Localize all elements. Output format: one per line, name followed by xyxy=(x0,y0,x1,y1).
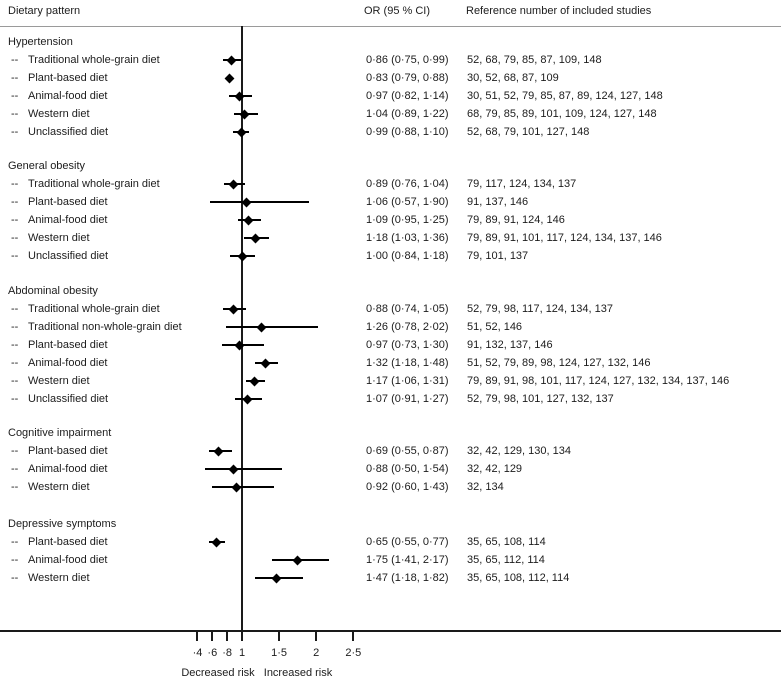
row-label: Unclassified diet xyxy=(28,126,109,138)
row-label: Traditional whole-grain diet xyxy=(28,178,160,190)
or-value: 0·88 (0·50, 1·54) xyxy=(366,463,449,475)
row-dash-prefix: -- xyxy=(11,72,19,84)
or-marker xyxy=(293,555,303,565)
forest-row xyxy=(0,123,781,141)
section-label: Hypertension xyxy=(8,36,73,48)
or-marker xyxy=(228,464,238,474)
refs-value: 30, 51, 52, 79, 85, 87, 89, 124, 127, 148 xyxy=(467,90,663,102)
or-marker xyxy=(237,251,247,261)
row-label: Animal-food diet xyxy=(28,554,108,566)
row-dash-prefix: -- xyxy=(11,126,19,138)
x-axis-tick xyxy=(196,631,198,641)
x-axis-tick xyxy=(352,631,354,641)
refs-value: 52, 79, 98, 117, 124, 134, 137 xyxy=(467,303,613,315)
or-value: 0·86 (0·75, 0·99) xyxy=(366,54,449,66)
or-marker xyxy=(227,55,237,65)
or-marker xyxy=(229,179,239,189)
row-label: Traditional whole-grain diet xyxy=(28,54,160,66)
refs-value: 35, 65, 112, 114 xyxy=(467,554,545,566)
row-label: Unclassified diet xyxy=(28,393,109,405)
or-value: 1·47 (1·18, 1·82) xyxy=(366,572,449,584)
refs-value: 68, 79, 85, 89, 101, 109, 124, 127, 148 xyxy=(467,108,657,120)
row-dash-prefix: -- xyxy=(11,572,19,584)
or-value: 0·99 (0·88, 1·10) xyxy=(366,126,449,138)
forest-row xyxy=(0,569,781,587)
row-dash-prefix: -- xyxy=(11,375,19,387)
forest-row xyxy=(0,51,781,69)
row-dash-prefix: -- xyxy=(11,393,19,405)
refs-value: 79, 101, 137 xyxy=(467,250,529,262)
forest-row xyxy=(0,460,781,478)
or-marker xyxy=(228,304,238,314)
or-value: 1·32 (1·18, 1·48) xyxy=(366,357,449,369)
refs-value: 79, 117, 124, 134, 137 xyxy=(467,178,577,190)
row-dash-prefix: -- xyxy=(11,54,19,66)
row-dash-prefix: -- xyxy=(11,321,19,333)
forest-row xyxy=(0,372,781,390)
forest-row xyxy=(0,336,781,354)
x-axis-tick xyxy=(211,631,213,641)
row-label: Western diet xyxy=(28,572,90,584)
row-dash-prefix: -- xyxy=(11,463,19,475)
or-value: 1·04 (0·89, 1·22) xyxy=(366,108,449,120)
row-label: Western diet xyxy=(28,481,90,493)
refs-value: 79, 89, 91, 101, 117, 124, 134, 137, 146 xyxy=(467,232,662,244)
row-dash-prefix: -- xyxy=(11,250,19,262)
or-value: 0·97 (0·82, 1·14) xyxy=(366,90,449,102)
forest-row xyxy=(0,193,781,211)
forest-row xyxy=(0,229,781,247)
x-axis-tick-label: 1·5 xyxy=(271,647,288,659)
or-value: 1·09 (0·95, 1·25) xyxy=(366,214,449,226)
or-marker xyxy=(224,73,234,83)
or-marker xyxy=(244,215,254,225)
refs-value: 51, 52, 79, 89, 98, 124, 127, 132, 146 xyxy=(467,357,651,369)
forest-row xyxy=(0,247,781,265)
row-label: Western diet xyxy=(28,108,90,120)
row-dash-prefix: -- xyxy=(11,445,19,457)
refs-value: 51, 52, 146 xyxy=(467,321,523,333)
refs-value: 79, 89, 91, 98, 101, 117, 124, 127, 132, 134, 137, 146 xyxy=(467,375,730,387)
section-label: Depressive symptoms xyxy=(8,518,117,530)
refs-value: 79, 89, 91, 124, 146 xyxy=(467,214,565,226)
x-axis-tick xyxy=(315,631,317,641)
row-dash-prefix: -- xyxy=(11,481,19,493)
row-dash-prefix: -- xyxy=(11,303,19,315)
forest-row xyxy=(0,105,781,123)
refs-value: 32, 42, 129, 130, 134 xyxy=(467,445,571,457)
row-label: Animal-food diet xyxy=(28,214,108,226)
x-axis-line xyxy=(0,630,781,632)
row-label: Plant-based diet xyxy=(28,72,108,84)
row-dash-prefix: -- xyxy=(11,196,19,208)
or-value: 1·17 (1·06, 1·31) xyxy=(366,375,449,387)
or-value: 1·18 (1·03, 1·36) xyxy=(366,232,449,244)
section-label: General obesity xyxy=(8,160,86,172)
ci-whisker xyxy=(212,486,274,488)
section-row xyxy=(0,424,781,442)
row-label: Animal-food diet xyxy=(28,463,108,475)
or-marker xyxy=(240,109,250,119)
or-marker xyxy=(261,358,271,368)
row-label: Animal-food diet xyxy=(28,357,108,369)
refs-value: 52, 68, 79, 85, 87, 109, 148 xyxy=(467,54,602,66)
forest-row xyxy=(0,211,781,229)
section-label: Cognitive impairment xyxy=(8,427,112,439)
section-label: Abdominal obesity xyxy=(8,285,98,297)
forest-row xyxy=(0,354,781,372)
or-marker xyxy=(241,197,251,207)
row-dash-prefix: -- xyxy=(11,339,19,351)
or-marker xyxy=(235,91,245,101)
decreased-risk-label: Decreased risk xyxy=(181,667,255,679)
or-value: 1·07 (0·91, 1·27) xyxy=(366,393,449,405)
forest-row xyxy=(0,318,781,336)
forest-row xyxy=(0,551,781,569)
or-marker xyxy=(236,127,246,137)
or-marker xyxy=(214,446,224,456)
row-label: Traditional whole-grain diet xyxy=(28,303,160,315)
row-dash-prefix: -- xyxy=(11,108,19,120)
row-dash-prefix: -- xyxy=(11,554,19,566)
header-separator-line xyxy=(0,26,781,27)
row-dash-prefix: -- xyxy=(11,178,19,190)
ci-whisker xyxy=(210,201,309,203)
forest-row xyxy=(0,442,781,460)
or-value: 1·75 (1·41, 2·17) xyxy=(366,554,449,566)
row-label: Plant-based diet xyxy=(28,536,108,548)
x-axis-tick xyxy=(241,631,243,641)
forest-row xyxy=(0,533,781,551)
refs-value: 30, 52, 68, 87, 109 xyxy=(467,72,559,84)
row-label: Plant-based diet xyxy=(28,339,108,351)
row-dash-prefix: -- xyxy=(11,357,19,369)
row-label: Western diet xyxy=(28,232,90,244)
or-value: 0·65 (0·55, 0·77) xyxy=(366,536,449,548)
row-label: Plant-based diet xyxy=(28,445,108,457)
forest-row xyxy=(0,175,781,193)
or-value: 0·88 (0·74, 1·05) xyxy=(366,303,449,315)
x-axis-tick-label: 1 xyxy=(238,647,246,659)
or-value: 0·83 (0·79, 0·88) xyxy=(366,72,449,84)
row-dash-prefix: -- xyxy=(11,90,19,102)
x-axis-tick-label: 2 xyxy=(313,647,320,659)
forest-row xyxy=(0,390,781,408)
refs-value: 32, 42, 129 xyxy=(467,463,523,475)
row-label: Animal-food diet xyxy=(28,90,108,102)
x-axis-tick xyxy=(278,631,280,641)
or-marker xyxy=(272,573,282,583)
or-marker xyxy=(211,537,221,547)
column-header-or-ci: OR (95 % CI) xyxy=(364,5,431,17)
or-marker xyxy=(250,376,260,386)
row-label: Western diet xyxy=(28,375,90,387)
or-marker xyxy=(235,340,245,350)
row-label: Traditional non-whole-grain diet xyxy=(28,321,182,333)
or-value: 0·69 (0·55, 0·87) xyxy=(366,445,449,457)
or-value: 0·97 (0·73, 1·30) xyxy=(366,339,449,351)
or-marker xyxy=(242,394,252,404)
x-axis-tick-label: 2·5 xyxy=(345,647,362,659)
forest-row xyxy=(0,87,781,105)
refs-value: 91, 132, 137, 146 xyxy=(467,339,553,351)
x-axis-tick xyxy=(226,631,228,641)
refs-value: 52, 68, 79, 101, 127, 148 xyxy=(467,126,590,138)
or-marker xyxy=(256,322,266,332)
or-value: 0·92 (0·60, 1·43) xyxy=(366,481,449,493)
ci-whisker xyxy=(226,326,318,328)
column-header-dietary-pattern: Dietary pattern xyxy=(8,5,81,17)
refs-value: 35, 65, 108, 114 xyxy=(467,536,546,548)
section-row xyxy=(0,282,781,300)
x-axis-tick-label: ·4 xyxy=(192,647,203,659)
forest-row xyxy=(0,69,781,87)
refs-value: 32, 134 xyxy=(467,481,504,493)
row-dash-prefix: -- xyxy=(11,232,19,244)
or-value: 1·26 (0·78, 2·02) xyxy=(366,321,449,333)
section-row xyxy=(0,157,781,175)
x-axis-tick-label: ·8 xyxy=(222,647,233,659)
section-row xyxy=(0,515,781,533)
refs-value: 35, 65, 108, 112, 114 xyxy=(467,572,570,584)
column-header-references: Reference number of included studies xyxy=(466,5,652,17)
refs-value: 91, 137, 146 xyxy=(467,196,529,208)
or-value: 1·06 (0·57, 1·90) xyxy=(366,196,449,208)
increased-risk-label: Increased risk xyxy=(263,667,333,679)
section-row xyxy=(0,33,781,51)
row-dash-prefix: -- xyxy=(11,214,19,226)
or-marker xyxy=(231,482,241,492)
x-axis-tick-label: ·6 xyxy=(207,647,218,659)
forest-row xyxy=(0,478,781,496)
row-dash-prefix: -- xyxy=(11,536,19,548)
row-label: Unclassified diet xyxy=(28,250,109,262)
refs-value: 52, 79, 98, 101, 127, 132, 137 xyxy=(467,393,614,405)
or-marker xyxy=(250,233,260,243)
row-label: Plant-based diet xyxy=(28,196,108,208)
forest-row xyxy=(0,300,781,318)
ci-whisker xyxy=(205,468,282,470)
or-value: 0·89 (0·76, 1·04) xyxy=(366,178,449,190)
or-value: 1·00 (0·84, 1·18) xyxy=(366,250,449,262)
